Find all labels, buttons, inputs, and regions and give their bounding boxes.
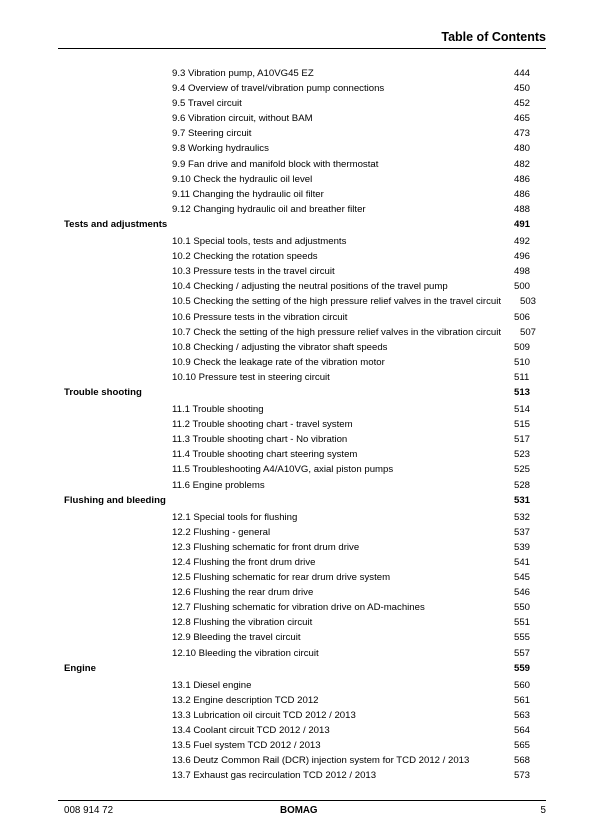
brand-name: BOMAG <box>280 805 318 816</box>
toc-entry-page: 517 <box>514 434 531 446</box>
toc-section-entry[interactable] <box>0 141 594 156</box>
toc-section-entry[interactable] <box>0 96 594 111</box>
toc-entry-title: Tests and adjustments <box>64 218 168 230</box>
toc-entry-title: 9.10 Check the hydraulic oil level <box>172 173 313 185</box>
toc-entry-page: 551 <box>514 617 531 629</box>
toc-entry-title: 12.4 Flushing the front drum drive <box>172 557 316 568</box>
toc-section-entry[interactable] <box>0 540 594 555</box>
toc-section-entry[interactable] <box>0 355 594 370</box>
toc-section-entry[interactable] <box>0 723 594 738</box>
toc-section-entry[interactable] <box>0 340 594 355</box>
toc-entry-page: 561 <box>514 694 531 706</box>
toc-entry-title: 10.10 Pressure test in steering circuit <box>172 371 330 383</box>
toc-entry-page: 563 <box>514 709 531 721</box>
toc-entry-page: 555 <box>514 632 531 644</box>
toc-entry-page: 500 <box>514 281 531 293</box>
toc-entry-page: 488 <box>514 203 531 215</box>
toc-entry-title: 10.6 Pressure tests in the vibration circuit <box>172 311 348 323</box>
toc-section-entry[interactable] <box>0 753 594 768</box>
toc-entry-title: 12.5 Flushing schematic for rear drum drive system <box>172 572 391 584</box>
toc-entry-title: 9.5 Travel circuit <box>172 98 242 110</box>
toc-section-entry[interactable] <box>0 768 594 783</box>
toc-entry-title: 13.7 Exhaust gas recirculation TCD 2012 / 2013 <box>172 770 377 782</box>
toc-entry-title: 9.3 Vibration pump, A10VG45 EZ <box>172 68 314 79</box>
toc-entry-title: 10.7 Check the setting of the high pressure relief valves in the vibration circuit <box>172 326 502 338</box>
toc-entry-page: 568 <box>514 755 531 767</box>
toc-entry-page: 531 <box>514 494 531 506</box>
toc-entry-page: 482 <box>514 158 531 170</box>
toc-section-entry[interactable] <box>0 630 594 645</box>
toc-entry-title: 12.8 Flushing the vibration circuit <box>172 617 313 629</box>
toc-section-entry[interactable] <box>0 678 594 693</box>
toc-entry-title: 13.5 Fuel system TCD 2012 / 2013 <box>172 740 321 752</box>
toc-section-entry[interactable] <box>0 202 594 217</box>
toc-entry-title: 9.11 Changing the hydraulic oil filter <box>172 188 324 200</box>
toc-entry-page: 514 <box>514 404 531 416</box>
toc-section-entry[interactable] <box>0 600 594 615</box>
toc-entry-page: 444 <box>514 68 531 79</box>
toc-chapter-entry[interactable] <box>0 217 594 232</box>
toc-chapter-entry[interactable] <box>0 493 594 508</box>
toc-section-entry[interactable] <box>0 279 594 294</box>
toc-section-entry[interactable] <box>0 555 594 570</box>
toc-entry-page: 511 <box>514 371 530 383</box>
toc-entry-title: 9.12 Changing hydraulic oil and breather filter <box>172 203 366 215</box>
toc-section-entry[interactable] <box>0 615 594 630</box>
toc-entry-title: 10.3 Pressure tests in the travel circuit <box>172 266 335 278</box>
toc-section-entry[interactable] <box>0 234 594 249</box>
toc-entry-page: 498 <box>514 266 531 278</box>
toc-entry-page: 450 <box>514 83 531 95</box>
toc-section-entry[interactable] <box>0 172 594 187</box>
toc-chapter-entry[interactable] <box>0 385 594 400</box>
toc-entry-page: 564 <box>514 725 531 737</box>
toc-entry-page: 452 <box>514 98 531 110</box>
toc-section-entry[interactable] <box>0 447 594 462</box>
toc-entry-title: 13.6 Deutz Common Rail (DCR) injection system for TCD 2012 / 2013 <box>172 755 470 767</box>
toc-entry-title: Engine <box>64 662 96 674</box>
header-divider <box>58 48 546 49</box>
toc-section-entry[interactable] <box>0 249 594 264</box>
toc-section-entry[interactable] <box>0 111 594 126</box>
toc-entry-title: Flushing and bleeding <box>64 494 166 506</box>
toc-entry-page: 539 <box>514 541 531 553</box>
toc-section-entry[interactable] <box>0 585 594 600</box>
header-title: Table of Contents <box>441 30 546 44</box>
toc-section-entry[interactable] <box>0 264 594 279</box>
toc-entry-title: 9.8 Working hydraulics <box>172 143 269 155</box>
toc-entry-page: 486 <box>514 188 531 200</box>
toc-entry-title: 12.1 Special tools for flushing <box>172 511 298 523</box>
toc-entry-title: 12.2 Flushing - general <box>172 526 271 538</box>
toc-entry-page: 506 <box>514 311 531 323</box>
toc-entry-title: 11.1 Trouble shooting <box>172 404 264 416</box>
toc-entry-page: 545 <box>514 572 531 584</box>
toc-entry-page: 480 <box>514 143 531 155</box>
toc-section-entry[interactable] <box>0 325 594 340</box>
toc-entry-title: 9.6 Vibration circuit, without BAM <box>172 113 313 125</box>
toc-section-entry[interactable] <box>0 462 594 477</box>
toc-entry-page: 537 <box>514 526 531 538</box>
toc-section-entry[interactable] <box>0 510 594 525</box>
footer-divider <box>58 800 546 801</box>
toc-entry-title: 13.4 Coolant circuit TCD 2012 / 2013 <box>172 725 330 737</box>
toc-entry-page: 560 <box>514 679 531 691</box>
page-number: 5 <box>540 805 546 816</box>
toc-entry-title: 11.6 Engine problems <box>172 479 265 491</box>
toc-entry-title: 11.5 Troubleshooting A4/A10VG, axial piston pumps <box>172 464 394 476</box>
toc-entry-title: 10.8 Checking / adjusting the vibrator shaft speeds <box>172 341 388 353</box>
toc-entry-page: 523 <box>514 449 531 461</box>
toc-entry-page: 532 <box>514 511 531 523</box>
table-of-contents <box>0 66 594 783</box>
toc-entry-title: 11.4 Trouble shooting chart steering system <box>172 449 358 461</box>
toc-entry-title: 10.9 Check the leakage rate of the vibration motor <box>172 356 385 368</box>
toc-entry-title: 13.1 Diesel engine <box>172 679 252 691</box>
toc-entry-page: 573 <box>514 770 531 782</box>
toc-entry-title: 12.3 Flushing schematic for front drum drive <box>172 541 360 553</box>
toc-entry-page: 559 <box>514 662 531 674</box>
toc-entry-title: 10.4 Checking / adjusting the neutral positions of the travel pump <box>172 281 448 293</box>
toc-entry-title: 11.2 Trouble shooting chart - travel system <box>172 419 353 431</box>
toc-section-entry[interactable] <box>0 432 594 447</box>
toc-section-entry[interactable] <box>0 370 594 385</box>
toc-entry-page: 491 <box>514 218 531 230</box>
toc-entry-page: 486 <box>514 173 531 185</box>
toc-chapter-entry[interactable] <box>0 661 594 676</box>
toc-entry-page: 507 <box>519 326 536 338</box>
toc-entry-page: 515 <box>514 419 531 431</box>
toc-section-entry[interactable] <box>0 126 594 141</box>
toc-section-entry[interactable] <box>0 310 594 325</box>
toc-entry-page: 465 <box>514 113 531 125</box>
toc-section-entry[interactable] <box>0 417 594 432</box>
toc-entry-page: 525 <box>514 464 531 476</box>
toc-entry-title: 10.5 Checking the setting of the high pressure relief valves in the travel circuit <box>172 296 502 308</box>
toc-entry-page: 550 <box>514 602 531 614</box>
document-number: 008 914 72 <box>64 805 114 816</box>
toc-section-entry[interactable] <box>0 187 594 202</box>
toc-entry-page: 541 <box>514 557 531 568</box>
toc-entry-page: 557 <box>514 647 531 659</box>
toc-entry-title: 9.9 Fan drive and manifold block with thermostat <box>172 158 379 170</box>
toc-entry-page: 510 <box>514 356 531 368</box>
toc-section-entry[interactable] <box>0 294 594 309</box>
toc-entry-page: 473 <box>514 128 531 140</box>
toc-entry-title: 12.9 Bleeding the travel circuit <box>172 632 301 644</box>
toc-section-entry[interactable] <box>0 646 594 661</box>
toc-section-entry[interactable] <box>0 81 594 96</box>
toc-entry-page: 528 <box>514 479 531 491</box>
toc-entry-title: 10.2 Checking the rotation speeds <box>172 251 318 263</box>
toc-entry-page: 503 <box>519 296 536 308</box>
toc-entry-title: 9.7 Steering circuit <box>172 128 252 140</box>
toc-entry-title: 10.1 Special tools, tests and adjustments <box>172 236 347 248</box>
toc-entry-page: 513 <box>514 386 531 398</box>
toc-section-entry[interactable] <box>0 525 594 540</box>
toc-section-entry[interactable] <box>0 478 594 493</box>
toc-entry-title: 12.10 Bleeding the vibration circuit <box>172 647 319 659</box>
toc-entry-page: 509 <box>514 341 531 353</box>
toc-entry-title: 12.6 Flushing the rear drum drive <box>172 587 314 599</box>
toc-entry-page: 492 <box>514 236 531 248</box>
toc-section-entry[interactable] <box>0 570 594 585</box>
toc-section-entry[interactable] <box>0 708 594 723</box>
toc-entry-title: 11.3 Trouble shooting chart - No vibration <box>172 434 348 446</box>
toc-entry-page: 565 <box>514 740 531 752</box>
toc-entry-title: Trouble shooting <box>64 386 142 398</box>
toc-section-entry[interactable] <box>0 738 594 753</box>
toc-section-entry[interactable] <box>0 66 594 81</box>
toc-entry-title: 9.4 Overview of travel/vibration pump connections <box>172 83 385 95</box>
toc-section-entry[interactable] <box>0 157 594 172</box>
toc-entry-page: 546 <box>514 587 531 599</box>
toc-entry-title: 13.3 Lubrication oil circuit TCD 2012 / 2013 <box>172 709 356 721</box>
toc-section-entry[interactable] <box>0 693 594 708</box>
toc-entry-title: 13.2 Engine description TCD 2012 <box>172 694 319 706</box>
toc-entry-page: 496 <box>514 251 531 263</box>
toc-section-entry[interactable] <box>0 402 594 417</box>
toc-entry-title: 12.7 Flushing schematic for vibration drive on AD-machines <box>172 602 425 614</box>
